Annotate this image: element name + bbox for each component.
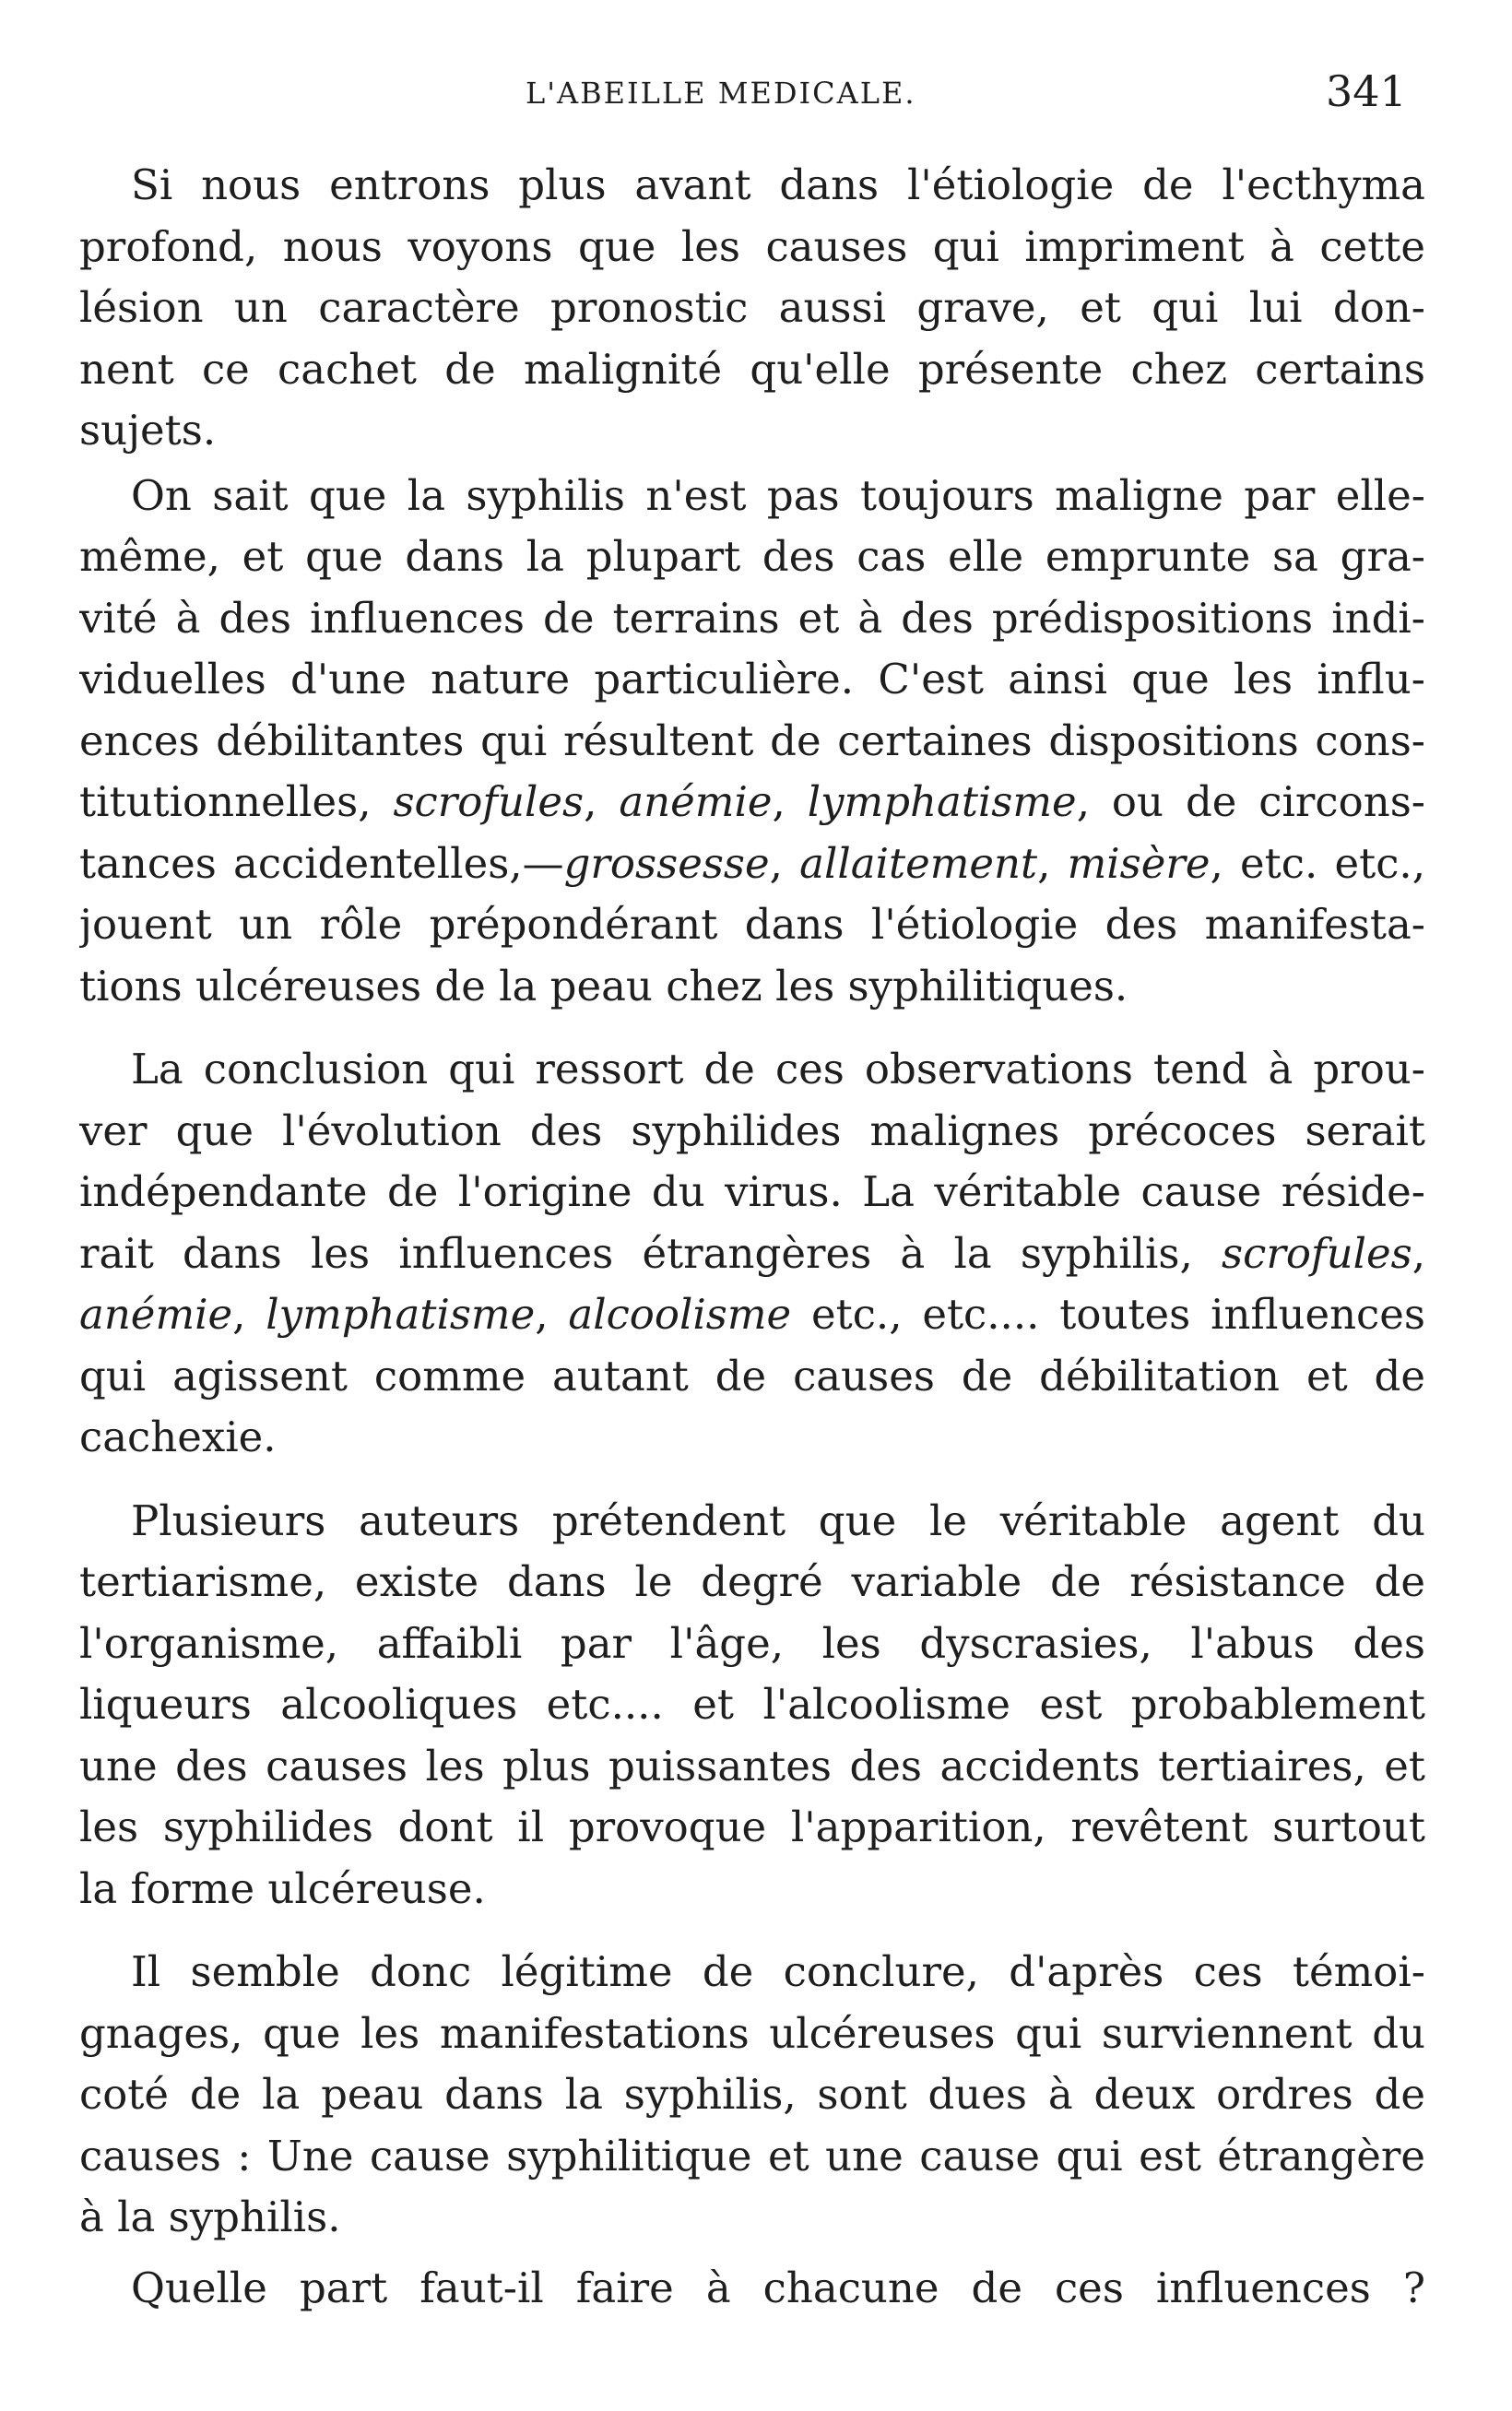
text-run: , etc. etc., — [1210, 838, 1425, 888]
text-line — [79, 1223, 1425, 1285]
text-line: même, et que dans la plupart des cas elle emprunte sa gra- — [79, 532, 1425, 581]
text-line: tions ulcéreuses de la peau chez les syphilitiques. — [79, 961, 1128, 1010]
text-line: viduelles d'une nature particulière. C'est ainsi que les influ- — [79, 655, 1425, 703]
text-line — [79, 772, 1425, 833]
text-run: , — [584, 777, 620, 826]
text-line: qui agissent comme autant de causes de débilitation et de — [79, 1351, 1425, 1401]
text-line: Il semble donc légitime de conclure, d'après ces témoi- — [131, 1947, 1425, 1996]
running-header — [0, 61, 1512, 116]
paragraph-1 — [79, 155, 1425, 462]
text-run: , — [1037, 838, 1068, 888]
text-line: profond, nous voyons que les causes qui impriment à cette — [79, 221, 1425, 271]
italic-term: lymphatisme — [807, 777, 1077, 826]
italic-term: scrofules — [1222, 1228, 1412, 1278]
text-line: lésion un caractère pronostic aussi grave, et qui lui don- — [79, 283, 1425, 332]
text-run: rait dans les influences étrangères à la syphilis, — [79, 1228, 1223, 1278]
text-line: la forme ulcéreuse. — [79, 1863, 486, 1913]
text-line: à la syphilis. — [79, 2192, 341, 2241]
text-line: La conclusion qui ressort de ces observations tend à prou- — [131, 1045, 1425, 1093]
italic-term: anémie — [79, 1290, 233, 1339]
text-line — [79, 1284, 1425, 1346]
text-line: liqueurs alcooliques etc.... et l'alcoolisme est probablement — [79, 1680, 1425, 1729]
text-run: , — [232, 1290, 266, 1339]
text-line: Plusieurs auteurs prétendent que le véritable agent du — [131, 1495, 1425, 1545]
text-line: les syphilides dont il provoque l'apparition, revêtent surtout — [79, 1802, 1425, 1851]
text-run: , — [535, 1290, 569, 1339]
text-line: ences débilitantes qui résultent de certaines dispositions cons- — [79, 715, 1425, 765]
text-line: ver que l'évolution des syphilides malignes précoces serait — [79, 1105, 1425, 1155]
running-title: L'ABEILLE MEDICALE. — [526, 76, 916, 111]
text-run: , — [772, 777, 808, 826]
text-line: On sait que la syphilis n'est pas toujours maligne par elle- — [131, 470, 1425, 520]
italic-term: scrofules — [393, 777, 585, 826]
italic-term: misère — [1067, 838, 1211, 888]
text-line: Si nous entrons plus avant dans l'étiologie de l'ecthyma — [131, 160, 1425, 209]
text-line: coté de la peau dans la syphilis, sont dues à deux ordres de — [79, 2070, 1425, 2119]
text-line: indépendante de l'origine du virus. La véritable cause réside- — [79, 1167, 1425, 1216]
italic-term: anémie — [619, 777, 773, 826]
text-line: gnages, que les manifestations ulcéreuses qui surviennent du — [79, 2008, 1425, 2058]
paragraph-3 — [79, 1039, 1425, 1469]
text-run: , — [769, 838, 800, 888]
text-line: l'organisme, affaibli par l'âge, les dyscrasies, l'abus des — [79, 1618, 1425, 1668]
text-line: causes : Une cause syphilitique et une cause qui est étrangère — [79, 2131, 1425, 2181]
text-line: sujets. — [79, 406, 217, 455]
text-line: une des causes les plus puissantes des accidents tertiaires, et — [79, 1741, 1425, 1791]
paragraph-2 — [79, 466, 1425, 1018]
text-run: , ou de circons- — [1076, 777, 1425, 826]
paragraph-6 — [79, 2258, 1425, 2320]
text-run: etc., etc.... toutes influences — [791, 1290, 1425, 1339]
text-line: vité à des influences de terrains et à des prédispositions indi- — [79, 593, 1425, 643]
paragraph-5 — [79, 1942, 1425, 2249]
italic-term: grossesse — [563, 838, 770, 888]
text-line: Quelle part faut-il faire à chacune de ces influences ? — [131, 2263, 1425, 2312]
text-run: , — [1412, 1228, 1425, 1278]
text-line: nent ce cachet de malignité qu'elle présente chez certains — [79, 344, 1425, 394]
text-line: tertiarisme, existe dans le degré variable de résistance de — [79, 1557, 1425, 1606]
text-line: cachexie. — [79, 1412, 277, 1461]
body-text — [79, 155, 1425, 2319]
italic-term: allaitement — [799, 838, 1038, 888]
page-number: 341 — [1326, 66, 1407, 116]
italic-term: lymphatisme — [266, 1290, 536, 1339]
text-line — [79, 833, 1425, 895]
text-line: jouent un rôle prépondérant dans l'étiologie des manifesta- — [79, 900, 1425, 949]
italic-term: alcoolisme — [568, 1290, 792, 1339]
text-run: tances accidentelles,— — [79, 838, 564, 888]
text-run: titutionnelles, — [79, 777, 394, 826]
paragraph-4 — [79, 1491, 1425, 1921]
